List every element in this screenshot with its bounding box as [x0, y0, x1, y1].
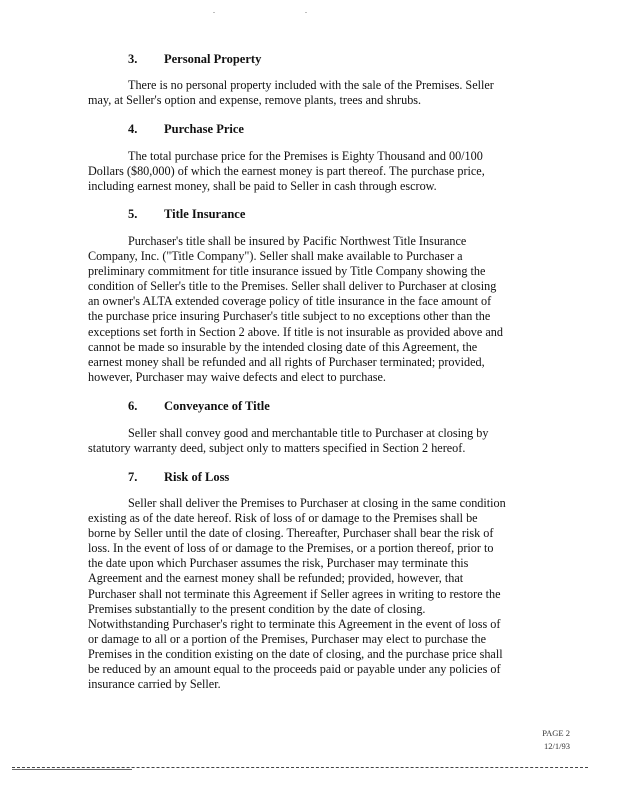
paragraph-line: Seller shall convey good and merchantable title to Purchaser at closing by	[128, 426, 489, 440]
paragraph-line: however, Purchaser may waive defects and elect to purchase.	[88, 369, 386, 384]
scan-mark: .	[305, 6, 307, 15]
paragraph-line: borne by Seller until the date of closing. Thereafter, Purchaser shall bear the risk of	[88, 526, 494, 541]
section-title: Title Insurance	[164, 207, 246, 221]
section-number: 5.	[128, 207, 138, 221]
section-heading	[128, 399, 270, 414]
paragraph-line: Purchaser's title shall be insured by Pacific Northwest Title Insurance	[128, 234, 467, 248]
paragraph-line: Premises substantially to the present condition by the date of closing.	[88, 601, 426, 616]
paragraph-line: may, at Seller's option and expense, remove plants, trees and shrubs.	[88, 93, 422, 108]
section-heading	[128, 52, 261, 67]
paragraph-line: loss. In the event of loss of or damage to the Premises, or a portion thereof, prior to	[88, 541, 494, 556]
section-paragraph	[88, 234, 520, 385]
footer-date: 12/1/93	[544, 741, 570, 751]
paragraph-line: be reduced by an amount equal to the proceeds paid or payable under any policies of	[88, 662, 501, 677]
paragraph-line: an owner's ALTA extended coverage policy of title insurance in the face amount of	[88, 294, 492, 309]
section-title: Risk of Loss	[164, 470, 230, 484]
paragraph-line: Dollars ($80,000) of which the earnest money is part thereof. The purchase price,	[88, 164, 485, 179]
paragraph-line: condition of Seller's title to the Premises. Seller shall deliver to Purchaser at closing	[88, 279, 497, 294]
section-heading	[128, 470, 229, 485]
paragraph-line: Seller shall deliver the Premises to Purchaser at closing in the same condition	[128, 496, 506, 510]
paragraph-line: Agreement and the earnest money shall be refunded; provided, however, that	[88, 571, 464, 586]
page-number: PAGE 2	[542, 728, 570, 738]
paragraph-line: existing as of the date hereof. Risk of loss of or damage to the Premises shall be	[88, 511, 478, 526]
paragraph-line: the date upon which Purchaser assumes the risk, Purchaser may terminate this	[88, 556, 469, 571]
section-number: 7.	[128, 470, 138, 484]
paragraph-line: Purchaser shall not terminate this Agreement if Seller agrees in writing to restore the	[88, 586, 501, 601]
section-title: Conveyance of Title	[164, 399, 270, 413]
section-number: 4.	[128, 122, 138, 136]
section-paragraph	[88, 496, 520, 692]
paragraph-line: Premises in the condition existing on the date of closing, and the purchase price shall	[88, 646, 503, 661]
scan-mark: .	[213, 6, 215, 15]
section-paragraph	[88, 78, 520, 108]
paragraph-line: cannot be made so insurable by the intended closing date of this Agreement, the	[88, 339, 478, 354]
paragraph-line: the purchase price insuring Purchaser's title subject to no exceptions other than the	[88, 309, 491, 324]
paragraph-line: The total purchase price for the Premises is Eighty Thousand and 00/100	[128, 149, 483, 163]
footer-divider	[12, 767, 588, 768]
paragraph-line: preliminary commitment for title insurance issued by Title Company showing the	[88, 264, 486, 279]
section-title: Purchase Price	[164, 122, 244, 136]
paragraph-line: Notwithstanding Purchaser's right to terminate this Agreement in the event of loss of	[88, 616, 501, 631]
paragraph-line: insurance carried by Seller.	[88, 677, 221, 692]
section-paragraph	[88, 149, 520, 194]
section-paragraph	[88, 426, 520, 456]
footer-divider	[12, 769, 132, 770]
paragraph-line: earnest money shall be refunded and all rights of Purchaser terminated; provided,	[88, 354, 485, 369]
paragraph-line: statutory warranty deed, subject only to matters specified in Section 2 hereof.	[88, 441, 466, 456]
paragraph-line: or damage to all or a portion of the Premises, Purchaser may elect to purchase the	[88, 631, 486, 646]
section-number: 6.	[128, 399, 138, 413]
paragraph-line: Company, Inc. ("Title Company"). Seller shall make available to Purchaser a	[88, 249, 463, 264]
section-heading	[128, 207, 245, 222]
section-title: Personal Property	[164, 52, 262, 66]
section-heading	[128, 122, 244, 137]
paragraph-line: exceptions set forth in Section 2 above. If title is not insurable as provided above and	[88, 324, 503, 339]
paragraph-line: There is no personal property included with the sale of the Premises. Seller	[128, 78, 494, 92]
paragraph-line: including earnest money, shall be paid to Seller in cash through escrow.	[88, 179, 437, 194]
section-number: 3.	[128, 52, 138, 66]
